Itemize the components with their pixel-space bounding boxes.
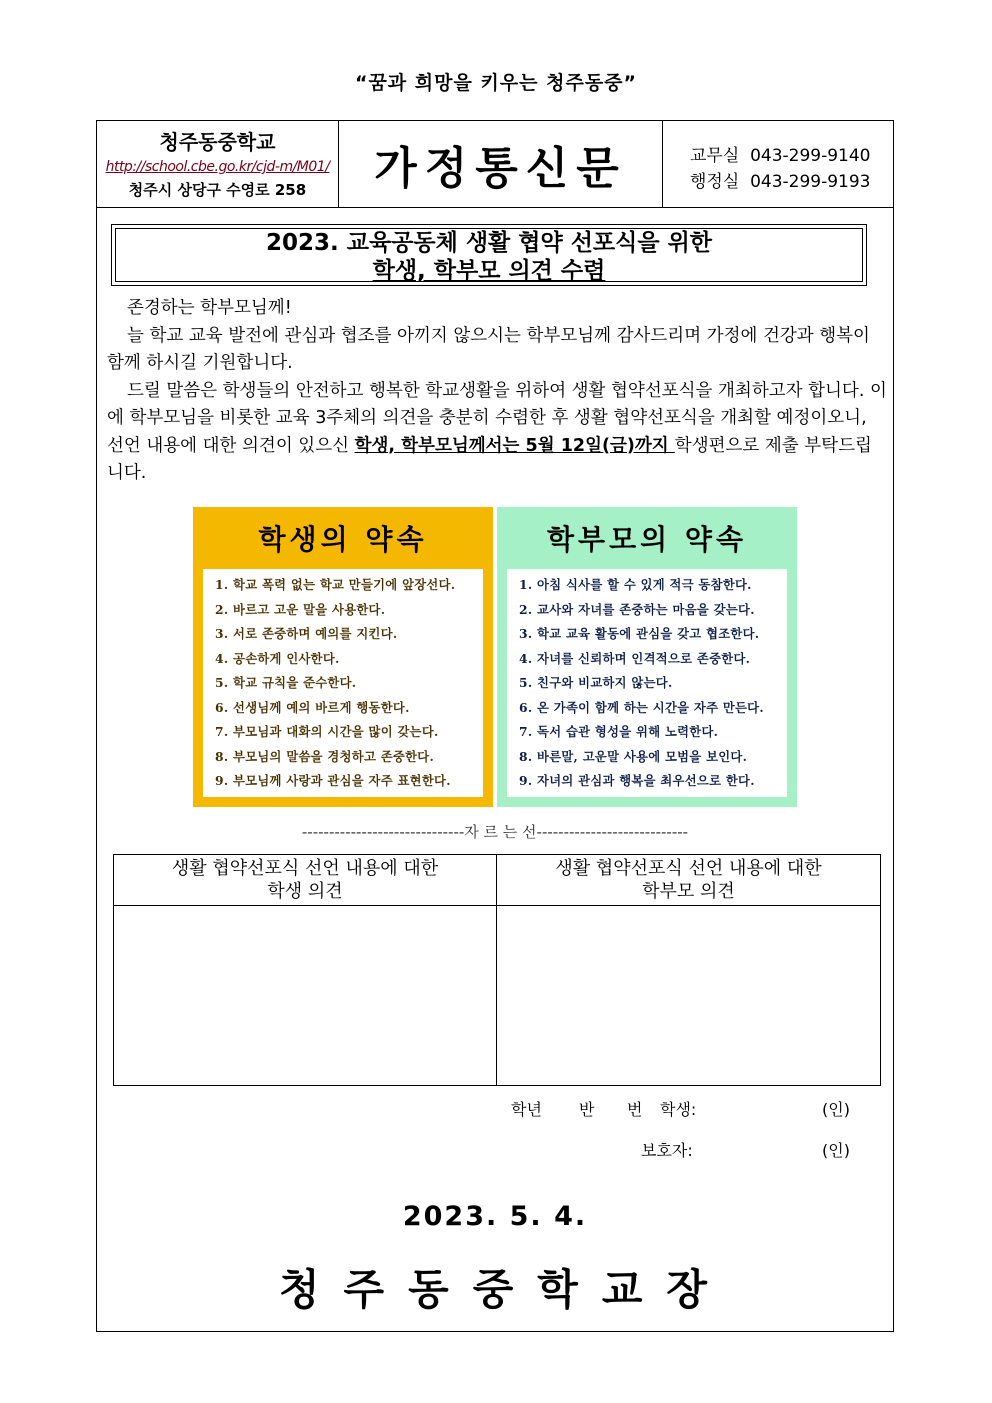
pledge-item: 7. 독서 습관 형성을 위해 노력한다. bbox=[519, 724, 719, 739]
newsletter-title: 가정통신문 bbox=[374, 143, 627, 194]
class-label: 반 bbox=[579, 1100, 595, 1119]
school-info bbox=[97, 121, 339, 207]
contact-info bbox=[663, 121, 893, 207]
student-sign-label: 학생: bbox=[660, 1100, 697, 1119]
opinion-table bbox=[113, 854, 881, 1086]
pledge-item: 5. 친구와 비교하지 않는다. bbox=[519, 675, 673, 690]
parent-pledge-panel bbox=[497, 507, 797, 807]
guardian-sign-label: 보호자: bbox=[641, 1141, 693, 1160]
pledge-item: 4. 공손하게 인사한다. bbox=[215, 650, 340, 666]
school-url-link[interactable]: http://school.cbe.go.kr/cjd-m/M01/ bbox=[105, 159, 330, 175]
pledge-item: 8. 부모님의 말씀을 경청하고 존중한다. bbox=[215, 748, 435, 764]
parent-opinion-header bbox=[497, 855, 880, 906]
parent-opinion-header-line2: 학부모 의견 bbox=[642, 881, 735, 902]
pledge-item: 1. 아침 식사를 할 수 있게 적극 동참한다. bbox=[519, 577, 752, 592]
pledge-item: 5. 학교 규칙을 준수한다. bbox=[215, 675, 357, 690]
title-cell bbox=[339, 121, 663, 207]
pledge-item: 6. 온 가족이 함께 하는 시간을 자주 만든다. bbox=[519, 699, 764, 715]
paragraph-2-end: 학생편으로 제출 부탁드립니다. bbox=[107, 435, 872, 483]
phone-admin-office: 행정실 043-299-9193 bbox=[690, 172, 871, 192]
issue-date: 2023. 5. 4. bbox=[402, 1201, 588, 1232]
student-opinion-column bbox=[114, 855, 497, 1085]
parent-opinion-header-line1: 생활 협약선포식 선언 내용에 대한 bbox=[555, 858, 822, 879]
pledge-item: 4. 자녀를 신뢰하며 인격적으로 존중한다. bbox=[519, 650, 751, 666]
newsletter-frame bbox=[96, 120, 894, 1332]
paragraph-2 bbox=[107, 378, 887, 488]
student-pledge-title: 학생의 약속 bbox=[258, 523, 428, 556]
student-opinion-header bbox=[114, 855, 496, 906]
parent-opinion-field[interactable] bbox=[497, 906, 880, 1086]
student-opinion-header-line1: 생활 협약선포식 선언 내용에 대한 bbox=[171, 858, 439, 879]
cut-line: ------------------------------자 르 는 선---------------------------- bbox=[301, 823, 689, 841]
pledge-item: 9. 자녀의 관심과 행복을 최우선으로 한다. bbox=[519, 773, 755, 788]
letter-body bbox=[107, 295, 887, 488]
newsletter-header bbox=[97, 121, 893, 208]
grade-label: 학년 bbox=[511, 1100, 542, 1119]
pledge-item: 1. 학교 폭력 없는 학교 만들기에 앞장선다. bbox=[215, 577, 456, 592]
school-address: 청주시 상당구 수영로 258 bbox=[128, 181, 307, 199]
pledge-item: 8. 바른말, 고운말 사용에 모범을 보인다. bbox=[519, 748, 748, 764]
paragraph-2-text: 드릴 말씀은 학생들의 안전하고 행복한 학교생활을 위하여 생활 협약선포식을 개최하고자 합니다. 이에 학부모님을 비롯한 교육 3주체의 의견을 충분히 수렴한 후 생활 협약선포식을 개최할 예정이오니, 선언 내용에 대한 의견이 있으신 bbox=[107, 380, 887, 456]
parent-opinion-column bbox=[497, 855, 880, 1085]
parent-pledge-list bbox=[507, 569, 787, 797]
student-pledge-panel bbox=[193, 507, 493, 807]
school-name: 청주동중학교 bbox=[159, 130, 276, 154]
pledge-item: 7. 부모님과 대화의 시간을 많이 갖는다. bbox=[215, 724, 439, 739]
phone-teacher-office: 교무실 043-299-9140 bbox=[690, 146, 871, 166]
document-title-line2: 학생, 학부모 의견 수렴 bbox=[372, 258, 606, 284]
student-opinion-header-line2: 학생 의견 bbox=[267, 881, 343, 902]
pledge-item: 3. 서로 존중하며 예의를 지킨다. bbox=[215, 626, 398, 641]
pledge-item: 2. 교사와 자녀를 존중하는 마음을 갖는다. bbox=[519, 601, 755, 617]
document-title-line1: 2023. 교육공동체 생활 협약 선포식을 위한 bbox=[265, 230, 713, 256]
student-seal: (인) bbox=[822, 1100, 850, 1119]
pledge-item: 2. 바르고 고운 말을 사용한다. bbox=[215, 601, 386, 617]
guardian-seal: (인) bbox=[822, 1141, 850, 1160]
number-label: 번 bbox=[627, 1100, 643, 1119]
school-motto: “꿈과 희망을 키우는 청주동중” bbox=[354, 72, 638, 94]
document-title-box bbox=[111, 224, 867, 286]
pledge-item: 6. 선생님께 예의 바르게 행동한다. bbox=[215, 699, 410, 715]
greeting: 존경하는 학부모님께! bbox=[127, 298, 292, 318]
pledge-item: 9. 부모님께 사랑과 관심을 자주 표현한다. bbox=[215, 773, 451, 788]
principal-signature: 청주동중학교장 bbox=[278, 1265, 731, 1314]
student-pledge-list bbox=[203, 569, 483, 797]
student-opinion-field[interactable] bbox=[114, 906, 496, 1086]
pledge-item: 3. 학교 교육 활동에 관심을 갖고 협조한다. bbox=[519, 626, 760, 641]
paragraph-1: 늘 학교 교육 발전에 관심과 협조를 아끼지 않으시는 학부모님께 감사드리며 가정에 건강과 행복이 함께 하시길 기원합니다. bbox=[107, 325, 870, 373]
deadline-emphasis: 학생, 학부모님께서는 5월 12일(금)까지 bbox=[354, 435, 675, 456]
parent-pledge-title: 학부모의 약속 bbox=[546, 523, 748, 556]
